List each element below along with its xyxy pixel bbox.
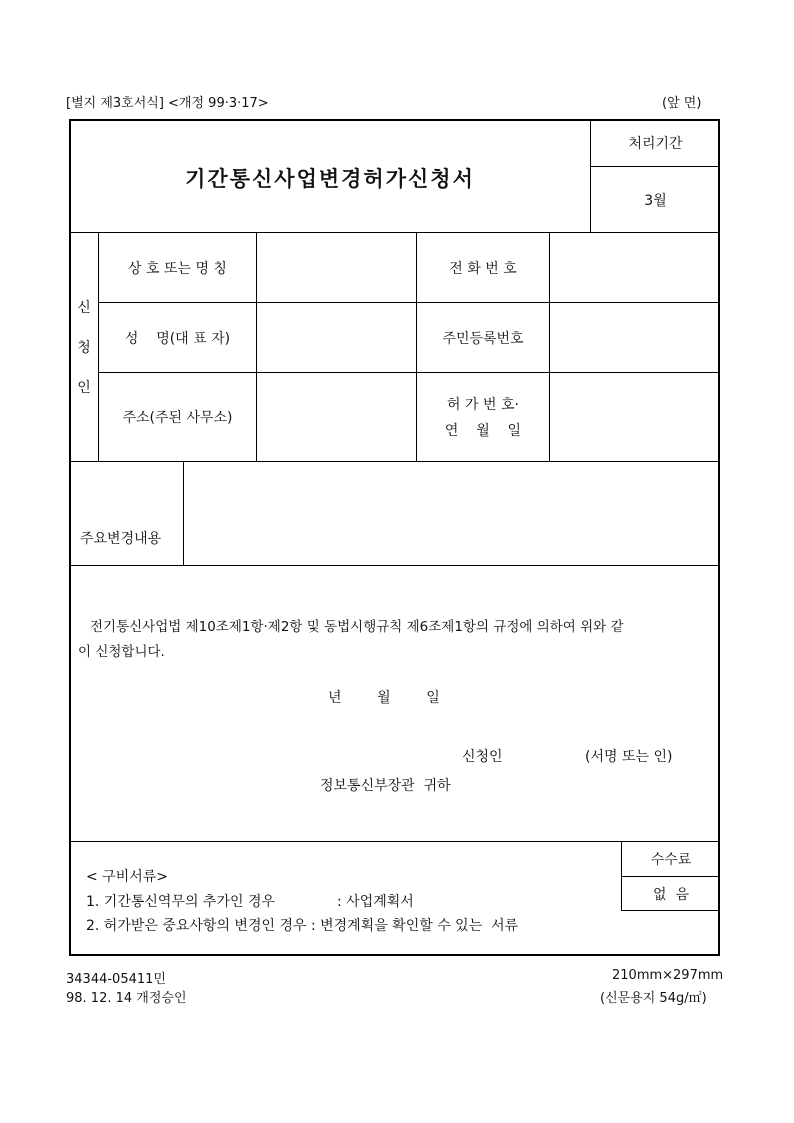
license-number-field[interactable] [550,373,720,461]
address-field[interactable] [257,373,416,461]
declaration-line-2: 이 신청합니다. [78,644,165,660]
form-reference: [별지 제3호서식] <개정 99·3·17> [66,96,269,111]
document-item-1-detail: : 사업계획서 [337,894,414,910]
page-side: (앞 면) [662,96,702,111]
license-label-line-1: 허 가 번 호· [447,397,519,413]
major-changes-field[interactable] [184,462,720,565]
business-name-field[interactable] [257,233,416,302]
resident-number-label: 주민등록번호 [442,330,524,347]
applicant-char-2: 청 [77,340,91,356]
paper-type: (신문용지 54g/㎡) [600,991,707,1006]
phone-label: 전 화 번 호 [449,260,517,277]
representative-field[interactable] [257,303,416,372]
declaration-line-1: 전기통신사업법 제10조제1항·제2항 및 동법시행규칙 제6조제1항의 규정에 의하여 위와 같 [90,619,624,635]
fee-label: 수수료 [650,852,692,868]
processing-period-label: 처리기간 [628,136,683,152]
form-code: 34344-05411민 [66,972,166,987]
paper-size: 210mm×297mm [612,968,724,983]
document-item-2: 2. 허가받은 중요사항의 변경인 경우 : 변경계획을 확인할 수 있는 서류 [86,918,519,934]
signature-or-seal: (서명 또는 인) [585,749,673,765]
address-label: 주소(주된 사무소) [122,410,233,426]
applicant-signature-label: 신청인 [462,749,503,765]
form-title: 기간통신사업변경허가신청서 [185,166,475,191]
applicant-char-3: 인 [77,380,91,396]
license-label-line-2: 연 월 일 [444,423,522,439]
business-name-label: 상 호 또는 명 칭 [128,260,227,277]
processing-period-value: 3월 [644,192,667,209]
resident-number-field[interactable] [550,303,720,372]
representative-label: 성 명(대 표 자) [124,330,231,347]
approval-date: 98. 12. 14 개정승인 [66,991,187,1006]
date-line: 년 월 일 [328,690,440,706]
required-documents-heading: < 구비서류> [86,869,169,885]
license-number-label [417,373,549,461]
document-item-1: 1. 기간통신역무의 추가인 경우 [86,894,275,910]
major-changes-label: 주요변경내용 [80,531,162,547]
fee-value: 없 음 [653,886,689,903]
applicant-char-1: 신 [77,300,91,316]
applicant-section-label [70,233,98,461]
addressee: 정보통신부장관 귀하 [320,778,451,794]
phone-field[interactable] [550,233,720,302]
